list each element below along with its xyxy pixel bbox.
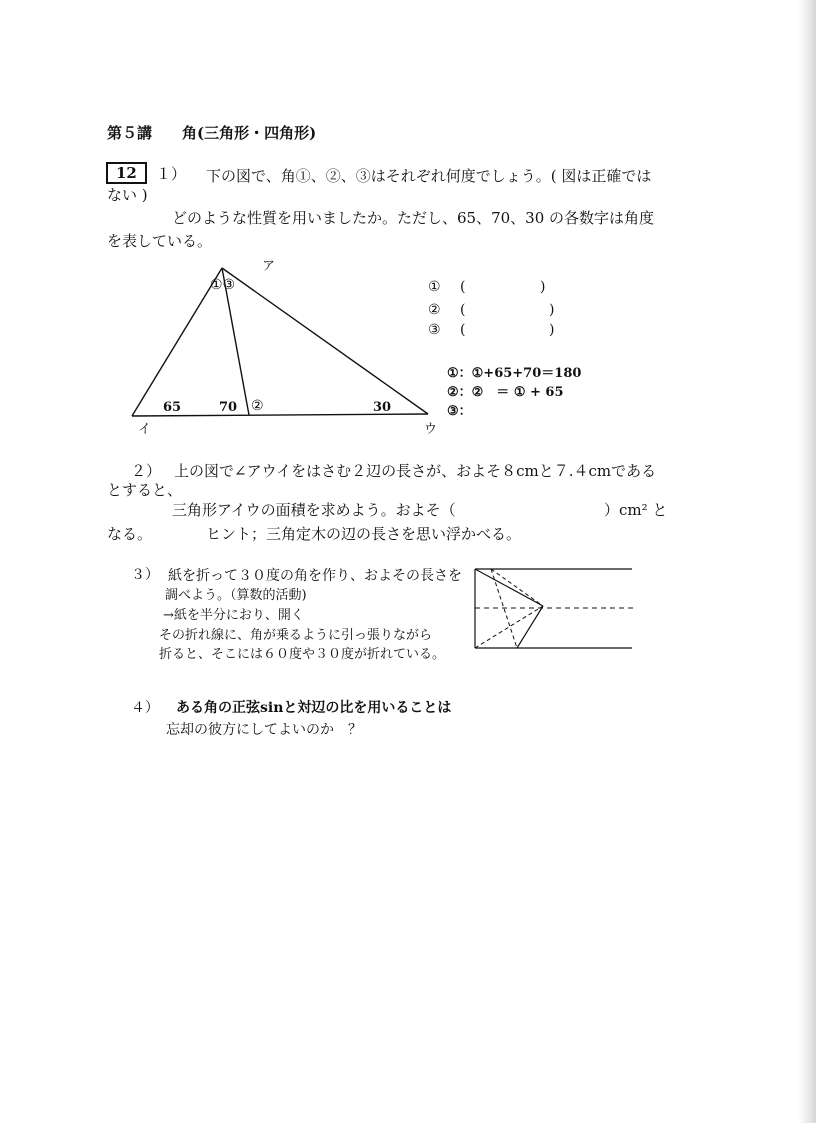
angle-2-label: ② [251,398,264,414]
vertex-i-label: イ [138,422,152,437]
q3-line4: その折れ線に、角が乗るように引っ張りながら [159,628,433,643]
angle-70-label: 70 [219,400,238,415]
q2-line3: 三角形アイウの面積を求めよう。およそ（ [172,501,456,519]
answer-2-close: ) [549,302,555,318]
problem-number-box: 12 [106,162,147,184]
q3-line2: 調べよう。（算数的活動) [165,588,307,603]
q1-line1: 下の図で、角①、②、③はそれぞれ何度でしょう。( 図は正確では [206,167,652,185]
q2-label: ２） [131,462,162,480]
q2-line3-end: ）cm² と [604,501,668,519]
q4-label: ４） [131,700,159,716]
page-title: 第５講 角(三角形・四角形) [107,124,317,142]
q2-line1: 上の図で∠アウイをはさむ２辺の長さが、およそ８cmと７.４cmである [174,462,657,480]
vertex-a-label: ア [262,259,276,274]
q3-line5: 折ると、そこには６０度や３０度が折れている。 [159,647,446,662]
note-line-3: ③： [447,404,472,419]
angle-1-3-label: ①③ [210,277,236,293]
q1-label: １） [156,165,187,183]
answer-1-mark: ① [428,279,441,295]
q1-line2: ない ) [107,186,148,204]
q1-line4: を表している。 [107,232,213,250]
answer-2-mark: ② [428,302,441,318]
q4-line2: 忘却の彼方にしてよいのか ？ [166,722,362,738]
fold-line-upper [475,569,543,606]
q2-line4: なる。 [107,525,153,543]
fold-line-lower [517,606,543,648]
angle-30-label: 30 [373,400,392,415]
answer-1-close: ) [540,279,546,295]
answer-2-open: ( [460,302,466,318]
q1-line3: どのような性質を用いましたか。ただし、65、70、30 の各数字は角度 [172,209,655,227]
q2-hint: ヒント；三角定木の辺の長さを思い浮かべる。 [206,525,522,543]
answer-3-mark: ③ [428,322,441,338]
q4-line1: ある角の正弦sinと対辺の比を用いることは [176,700,452,716]
answer-3-close: ) [549,322,555,338]
q3-line1: 紙を折って３０度の角を作り、およその長さを [168,568,462,584]
vertex-u-label: ウ [424,422,438,437]
answer-1-open: ( [460,279,466,295]
q3-line3: →紙を半分におり、開く [163,608,304,623]
note-line-1: ①：①+65+70＝180 [447,366,582,381]
note-line-2: ②：② ＝ ① + 65 [447,385,564,400]
q3-label: ３） [131,567,159,583]
answer-3-open: ( [460,322,466,338]
q2-line2: とすると、 [107,481,183,499]
angle-65-label: 65 [163,400,182,415]
fold-guide-lower [475,606,543,648]
fold-guide-upper [491,569,543,606]
